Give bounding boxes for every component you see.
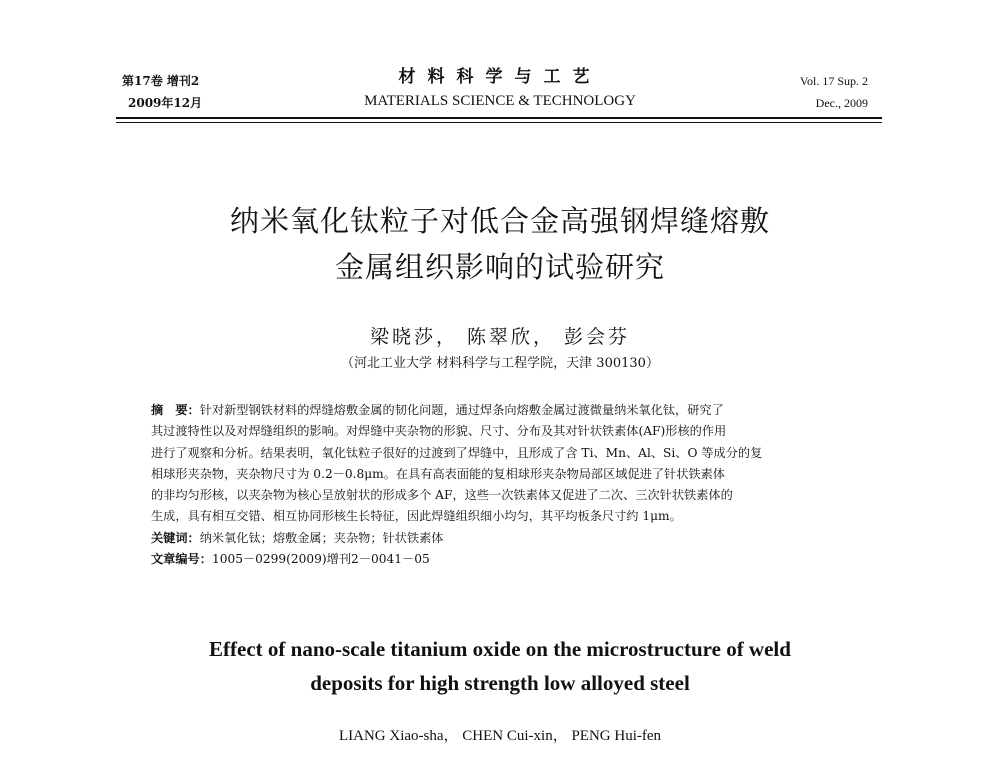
abstract-line: 生成，具有相互交错、相互协同形核生长特征，因此焊缝组织细小均匀，其平均板条尺寸约 1μm。 — [151, 509, 682, 524]
keywords-text: 纳米氧化钛；熔敷金属；夹杂物；针状铁素体 — [199, 530, 444, 545]
journal-name — [300, 66, 700, 112]
paper-title-cn — [100, 198, 900, 290]
abstract-line: 相球形夹杂物，夹杂物尺寸为 0.2－0.8μm。在具有高表面能的复相球形夹杂物局部区域促进了针状铁素体 — [151, 466, 725, 481]
abstract-label: 摘 要： — [151, 403, 200, 417]
title-en-line1: Effect of nano-scale titanium oxide on the microstructure of weld — [209, 637, 791, 661]
title-cn-line2: 金属组织影响的试验研究 — [334, 250, 665, 284]
article-number — [151, 549, 851, 570]
date-en: Dec., 2009 — [815, 96, 868, 110]
article-number-text: 1005－0299(2009)增刊2－0041－05 — [211, 552, 430, 567]
article-number-label: 文章编号： — [151, 552, 212, 567]
affiliation-cn: （河北工业大学 材料科学与工程学院，天津 300130） — [341, 356, 659, 371]
title-cn-line1: 纳米氧化钛粒子对低合金高强钢焊缝熔敷 — [229, 204, 770, 238]
volume-cn: 第17卷 增刊2 — [122, 74, 200, 88]
abstract-line: 其过渡特性以及对焊缝组织的影响。对焊缝中夹杂物的形貌、尺寸、分布及其对针状铁素体(AF)形核的作用 — [151, 424, 727, 439]
volume-en: Vol. 17 Sup. 2 — [799, 74, 868, 88]
journal-title-en: MATERIALS SCIENCE & TECHNOLOGY — [364, 93, 636, 109]
journal-title-cn: 材料科学与工艺 — [398, 67, 602, 87]
abstract-line — [151, 400, 851, 421]
authors-en: LIANG Xiao-sha， CHEN Cui-xin， PENG Hui-fen — [338, 728, 662, 744]
authors-cn: 梁晓莎， 陈翠欣， 彭会芬 — [369, 326, 631, 348]
header-rule-thin — [116, 122, 882, 123]
abstract-line: 进行了观察和分析。结果表明，氧化钛粒子很好的过渡到了焊缝中，且形成了含 Ti、Mn、Al、Si、O 等成分的复 — [151, 445, 763, 460]
header-volume-en — [800, 70, 868, 114]
header-volume-cn — [122, 70, 202, 114]
keywords — [151, 528, 851, 549]
title-en-line2: deposits for high strength low alloyed steel — [310, 671, 690, 695]
abstract-block — [151, 400, 851, 570]
paper-title-en — [100, 632, 900, 700]
keywords-label: 关键词： — [151, 530, 200, 545]
abstract-text: 针对新型钢铁材料的焊缝熔敷金属的韧化问题，通过焊条向熔敷金属过渡微量纳米氧化钛，研究了 — [199, 403, 724, 417]
header-rule-thick — [116, 117, 882, 119]
abstract-line: 的非均匀形核，以夹杂物为核心呈放射状的形成多个 AF，这些一次铁素体又促进了二次、三次针状铁素体的 — [151, 488, 733, 503]
date-cn: 2009年12月 — [128, 96, 203, 110]
